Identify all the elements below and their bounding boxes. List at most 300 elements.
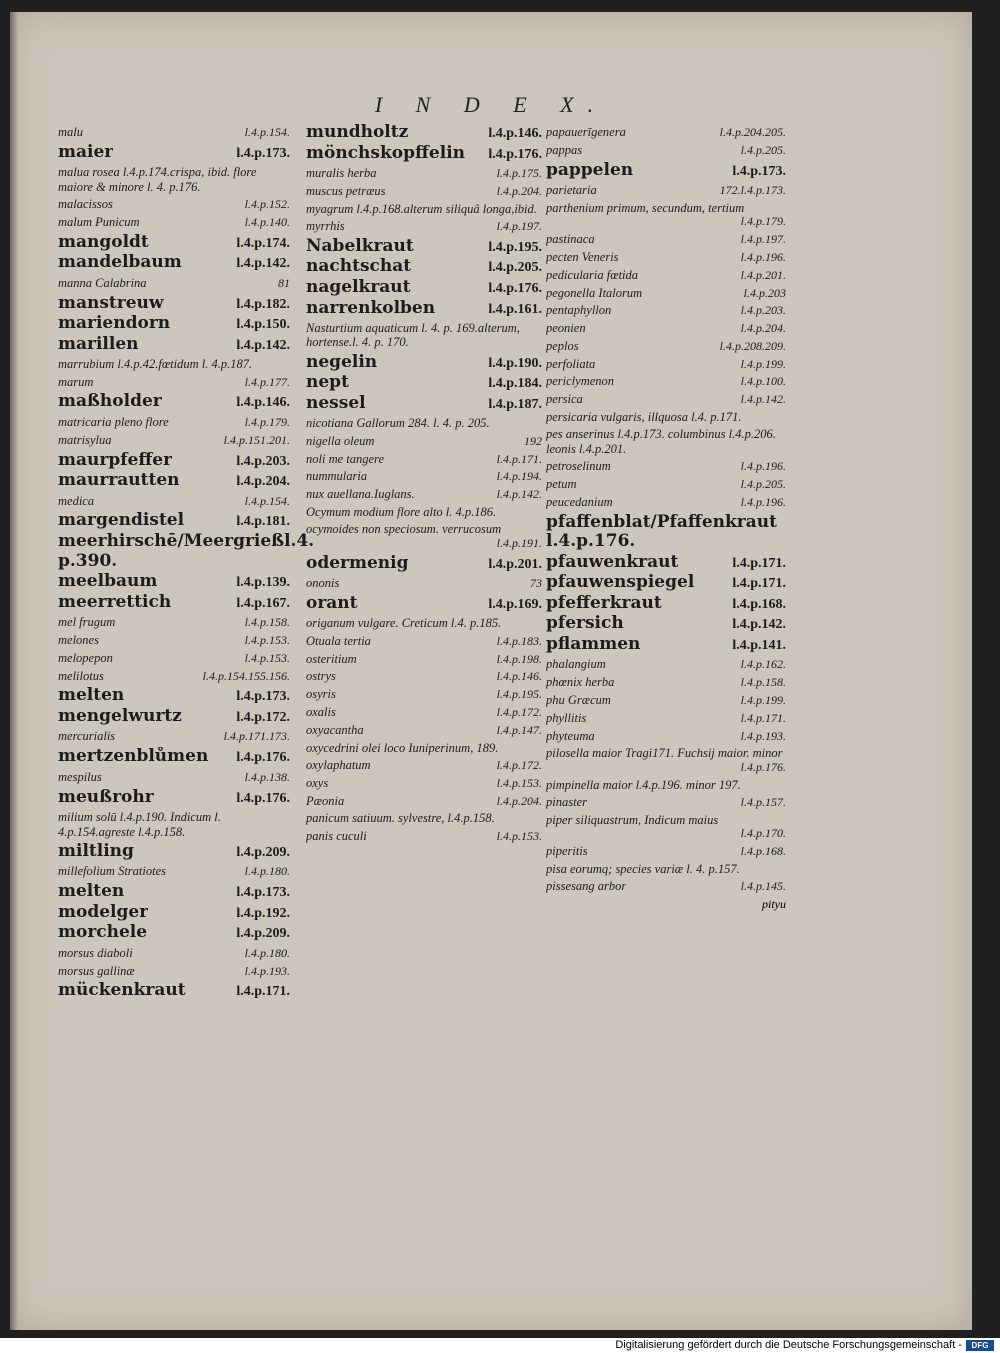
index-entry bbox=[546, 321, 786, 336]
index-term: mertzenblůmen bbox=[58, 747, 209, 767]
index-entry bbox=[58, 253, 290, 273]
index-term: medica bbox=[58, 493, 95, 508]
index-entry bbox=[546, 201, 786, 229]
index-page-ref: l.4.p.141. bbox=[732, 637, 786, 653]
index-term: mariendorn bbox=[58, 314, 171, 334]
index-entry bbox=[58, 165, 290, 194]
index-page-ref: l.4.p.197. bbox=[740, 232, 786, 247]
index-page-ref: l.4.p.162. bbox=[740, 657, 786, 672]
index-page-ref: l.4.p.205. bbox=[740, 142, 786, 157]
index-entry bbox=[546, 693, 786, 708]
index-term: nagelkraut bbox=[306, 277, 411, 297]
index-page-ref: l.4.p.203. bbox=[740, 303, 786, 318]
index-term: meelbaum bbox=[58, 572, 158, 592]
index-entry bbox=[546, 286, 786, 301]
index-entry bbox=[546, 844, 786, 859]
index-term: phu Græcum bbox=[546, 693, 611, 708]
index-term: panis cuculi bbox=[306, 828, 367, 843]
index-entry bbox=[306, 705, 542, 720]
page-header-title: I N D E X. bbox=[374, 92, 608, 117]
index-entry bbox=[306, 394, 542, 414]
index-entry bbox=[306, 794, 542, 809]
index-term: melilotus bbox=[58, 668, 104, 683]
index-term: meerrettich bbox=[58, 592, 172, 612]
index-page-ref: l.4.p.168. bbox=[740, 843, 786, 858]
index-entry bbox=[58, 981, 290, 1001]
index-page-ref: l.4.p.194. bbox=[496, 469, 542, 484]
index-page-ref: l.4.p.196. bbox=[740, 459, 786, 474]
index-page-ref: l.4.p.203 bbox=[743, 285, 786, 300]
index-term: maßholder bbox=[58, 392, 162, 412]
index-page-ref: l.4.p.180. bbox=[244, 864, 290, 879]
index-page-ref: l.4.p.169. bbox=[488, 596, 542, 612]
index-term: papauerīgenera bbox=[546, 125, 626, 139]
index-page-ref: l.4.p.150. bbox=[236, 317, 290, 333]
index-entry bbox=[306, 278, 542, 298]
index-page-ref: l.4.p.179. bbox=[244, 414, 290, 429]
index-term: pimpinella maior l.4.p.196. minor 197. bbox=[546, 777, 741, 792]
scanned-page bbox=[10, 12, 972, 1330]
index-term: pflammen bbox=[546, 634, 641, 654]
index-entry bbox=[58, 729, 290, 744]
index-term: petroselinum bbox=[546, 459, 611, 474]
index-page-ref: l.4.p.173. bbox=[236, 885, 290, 901]
index-entry bbox=[58, 335, 290, 355]
index-term: pfersich bbox=[546, 614, 624, 634]
page-binding-edge bbox=[10, 12, 18, 1330]
index-page-ref: l.4.p.183. bbox=[496, 633, 542, 648]
index-page-ref: l.4.p.172. bbox=[496, 757, 542, 772]
index-entry bbox=[546, 553, 786, 573]
index-term: nummularia bbox=[306, 469, 368, 484]
index-term: oxys bbox=[306, 775, 329, 790]
index-entry bbox=[58, 593, 290, 613]
index-page-ref: l.4.p.195. bbox=[496, 687, 542, 702]
index-page-ref: l.4.p.203. bbox=[236, 453, 290, 469]
index-entry bbox=[306, 758, 542, 773]
index-term: ocymoides non speciosum. verrucosum bbox=[306, 522, 502, 537]
index-entry bbox=[58, 864, 290, 879]
index-page-ref: l.4.p.187. bbox=[488, 396, 542, 412]
index-term: orant bbox=[306, 593, 358, 613]
index-term: mengelwurtz bbox=[58, 706, 182, 726]
index-entry bbox=[546, 746, 786, 774]
index-term: pinaster bbox=[546, 794, 587, 809]
index-entry bbox=[546, 303, 786, 318]
index-term: persicaria vulgaris, illquosa l.4. p.171. bbox=[546, 410, 742, 425]
index-entry bbox=[546, 183, 786, 198]
index-page-ref: 192 bbox=[524, 433, 542, 448]
index-page-ref: l.4.p.153. bbox=[244, 632, 290, 647]
index-entry bbox=[58, 964, 290, 979]
index-entry bbox=[546, 250, 786, 265]
index-term: matrisylua bbox=[58, 432, 112, 447]
index-entry bbox=[58, 633, 290, 648]
index-page-ref: l.4.p.184. bbox=[488, 376, 542, 392]
index-entry bbox=[306, 469, 542, 484]
index-term: ostrys bbox=[306, 669, 336, 684]
index-page-ref: l.4.p.205. bbox=[740, 477, 786, 491]
index-term: oxyacantha bbox=[306, 722, 364, 737]
index-page-ref: l.4.p.204. bbox=[740, 321, 786, 336]
index-entry bbox=[58, 572, 290, 592]
index-page-ref: l.4.p.142. bbox=[740, 392, 786, 407]
footer-bar bbox=[0, 1338, 1000, 1353]
index-page-ref: l.4.p.158. bbox=[244, 615, 290, 630]
index-entry bbox=[546, 729, 786, 744]
index-page-ref: l.4.p.192. bbox=[236, 905, 290, 921]
index-entry bbox=[546, 143, 786, 158]
index-term: parietaria bbox=[546, 183, 597, 198]
index-page-ref: l.4.p.199. bbox=[740, 693, 786, 708]
index-term: phœnix herba bbox=[546, 675, 615, 690]
index-entry bbox=[546, 813, 786, 841]
index-page-ref: l.4.p.100. bbox=[740, 374, 786, 389]
index-term: melopepon bbox=[58, 650, 113, 665]
index-term: mückenkraut bbox=[58, 981, 186, 1001]
index-entry bbox=[546, 879, 786, 894]
index-entry bbox=[58, 770, 290, 785]
index-entry bbox=[306, 144, 542, 164]
index-page-ref: l.4.p.139. bbox=[236, 575, 290, 591]
index-entry bbox=[58, 276, 290, 291]
index-term: pfauwenspiegel bbox=[546, 573, 695, 593]
index-page-ref: l.4.p.176. bbox=[740, 759, 786, 774]
index-term: peonien bbox=[546, 321, 586, 336]
index-entry bbox=[546, 594, 786, 614]
index-term: peucedanium bbox=[546, 494, 613, 509]
index-term: marillen bbox=[58, 334, 139, 354]
index-term: mangoldt bbox=[58, 232, 149, 252]
index-entry bbox=[546, 374, 786, 389]
index-term: mönchskopffelin bbox=[306, 143, 466, 163]
index-page-ref: l.4.p.204. bbox=[236, 474, 290, 490]
index-term: marum bbox=[58, 374, 94, 389]
index-term: pegonella Italorum bbox=[546, 285, 643, 300]
index-term: origanum vulgare. Creticum l.4. p.185. bbox=[306, 616, 502, 631]
index-entry bbox=[58, 392, 290, 412]
index-entry bbox=[546, 513, 786, 552]
index-term: pastinaca bbox=[546, 232, 595, 247]
index-page-ref: l.4.p.154. bbox=[244, 493, 290, 508]
index-entry bbox=[306, 652, 542, 667]
index-page-ref: l.4.p.173. bbox=[732, 163, 786, 179]
index-entry bbox=[306, 434, 542, 449]
index-term: nicotiana Gallorum 284. l. 4. p. 205. bbox=[306, 416, 490, 431]
index-term: pfauwenkraut bbox=[546, 552, 679, 572]
index-term: osyris bbox=[306, 687, 336, 702]
index-entry bbox=[306, 321, 542, 350]
index-entry bbox=[58, 294, 290, 314]
index-term: oxylaphatum bbox=[306, 757, 371, 772]
index-term: oxycedrini olei loco Iuniperinum, 189. bbox=[306, 740, 499, 755]
index-entry bbox=[58, 903, 290, 923]
index-term: melones bbox=[58, 632, 99, 647]
index-entry bbox=[546, 392, 786, 407]
index-page-ref: l.4.p.157. bbox=[740, 794, 786, 809]
index-term: Pæonia bbox=[306, 793, 345, 808]
index-term: Otuala tertia bbox=[306, 633, 371, 648]
index-page-ref: l.4.p.142. bbox=[236, 256, 290, 272]
index-page-ref: l.4.p.175. bbox=[496, 166, 542, 181]
index-term: manna Calabrina bbox=[58, 275, 147, 290]
index-page-ref: l.4.p.172. bbox=[496, 705, 542, 719]
index-term: pappelen bbox=[546, 160, 634, 180]
index-term: malacissos bbox=[58, 197, 113, 212]
index-entry bbox=[58, 842, 290, 862]
index-term: morchele bbox=[58, 923, 148, 943]
index-page-ref: l.4.p.201. bbox=[488, 556, 542, 572]
index-page-ref: l.4.p.208.209. bbox=[719, 338, 786, 353]
index-term: nept bbox=[306, 373, 349, 393]
index-term: phalangium bbox=[546, 657, 606, 672]
index-term: piperitis bbox=[546, 843, 588, 858]
index-entry bbox=[58, 451, 290, 471]
index-term: pentaphyllon bbox=[546, 303, 612, 318]
index-entry bbox=[546, 711, 786, 726]
index-page-ref: l.4.p.195. bbox=[488, 239, 542, 255]
index-entry bbox=[58, 923, 290, 943]
index-page-ref: l.4.p.197. bbox=[496, 219, 542, 234]
index-page-ref: l.4.p.198. bbox=[496, 651, 542, 666]
index-entry bbox=[546, 410, 786, 424]
index-page-ref: l.4.p.190. bbox=[488, 355, 542, 371]
index-page-ref: l.4.p.191. bbox=[496, 535, 542, 550]
index-term: ononis bbox=[306, 576, 340, 591]
index-column-3 bbox=[546, 122, 786, 912]
index-term: meerhirschē/Meergrießl.4. p.390. bbox=[58, 530, 315, 571]
index-entry bbox=[306, 505, 542, 519]
index-entry bbox=[546, 161, 786, 181]
index-entry bbox=[306, 741, 542, 755]
index-term: myrrhis bbox=[306, 219, 345, 234]
index-term: margendistel bbox=[58, 511, 185, 531]
index-page-ref: l.4.p.201. bbox=[740, 267, 786, 282]
index-term: Ocymum modium flore alto l. 4.p.186. bbox=[306, 505, 497, 519]
index-page-ref: l.4.p.179. bbox=[740, 214, 786, 229]
index-term: pedicularia fœtida bbox=[546, 267, 639, 282]
index-page-ref: l.4.p.174. bbox=[236, 235, 290, 251]
index-term: malu bbox=[58, 125, 83, 139]
index-entry bbox=[306, 353, 542, 373]
index-page-ref: l.4.p.167. bbox=[236, 595, 290, 611]
index-page-ref: l.4.p.142. bbox=[732, 617, 786, 633]
index-entry bbox=[58, 707, 290, 727]
index-term: miltling bbox=[58, 841, 134, 861]
index-entry bbox=[306, 687, 542, 702]
index-entry bbox=[306, 829, 542, 844]
index-entry bbox=[58, 530, 315, 571]
index-term: meußrohr bbox=[58, 787, 154, 807]
index-page-ref: l.4.p.196. bbox=[740, 494, 786, 509]
index-entry bbox=[546, 657, 786, 672]
index-entry bbox=[306, 237, 542, 257]
index-page-ref: l.4.p.146. bbox=[236, 395, 290, 411]
index-term: mel frugum bbox=[58, 615, 116, 630]
index-page-ref: l.4.p.209. bbox=[236, 926, 290, 942]
index-entry bbox=[58, 494, 290, 509]
index-page-ref: l.4.p.171.173. bbox=[223, 729, 290, 744]
index-page-ref: l.4.p.177. bbox=[244, 374, 290, 389]
index-page-ref: l.4.p.172. bbox=[236, 709, 290, 725]
index-term: muscus petræus bbox=[306, 183, 386, 198]
index-page-ref: l.4.p.142. bbox=[496, 487, 542, 502]
index-entry bbox=[546, 862, 786, 876]
index-entry bbox=[58, 686, 290, 706]
index-term: odermenig bbox=[306, 553, 409, 573]
catchword: pityu bbox=[762, 896, 786, 911]
index-entry bbox=[306, 202, 542, 216]
index-page-ref: l.4.p.176. bbox=[488, 280, 542, 296]
index-entry bbox=[546, 495, 786, 510]
index-page-ref: l.4.p.204.205. bbox=[719, 125, 786, 139]
index-term: morsus gallinæ bbox=[58, 963, 135, 978]
index-term: phyllitis bbox=[546, 710, 587, 725]
index-term: pissesang arbor bbox=[546, 879, 627, 894]
index-entry bbox=[546, 778, 786, 792]
index-term: perfoliata bbox=[546, 356, 596, 371]
index-page-ref: l.4.p.171. bbox=[496, 451, 542, 466]
index-term: maurpfeffer bbox=[58, 450, 173, 470]
index-entry bbox=[58, 669, 290, 684]
index-term: nux auellana.Iuglans. bbox=[306, 487, 415, 502]
index-term: periclymenon bbox=[546, 374, 615, 389]
index-page-ref: l.4.p.146. bbox=[496, 669, 542, 684]
index-term: muralis herba bbox=[306, 166, 377, 181]
index-term: matricaria pleno flore bbox=[58, 414, 169, 429]
index-entry bbox=[306, 723, 542, 738]
index-page-ref: l.4.p.196. bbox=[740, 249, 786, 264]
index-entry bbox=[306, 487, 542, 502]
index-entry bbox=[58, 357, 290, 371]
index-entry bbox=[58, 233, 290, 253]
index-term: mercurialis bbox=[58, 729, 116, 744]
index-entry bbox=[306, 299, 542, 319]
index-page-ref: l.4.p.158. bbox=[740, 675, 786, 690]
index-term: panicum satiuum. sylvestre, l.4.p.158. bbox=[306, 811, 495, 826]
index-entry bbox=[546, 614, 786, 634]
index-term: pecten Veneris bbox=[546, 249, 619, 264]
index-page-ref: l.4.p.146. bbox=[488, 126, 542, 141]
index-entry bbox=[58, 143, 290, 163]
index-page-ref: l.4.p.171. bbox=[740, 710, 786, 725]
index-page-ref: l.4.p.193. bbox=[244, 963, 290, 978]
index-term: millefolium Stratiotes bbox=[58, 864, 166, 879]
index-page-ref: l.4.p.204. bbox=[496, 793, 542, 808]
index-term: pfefferkraut bbox=[546, 593, 662, 613]
index-page-ref: l.4.p.182. bbox=[236, 296, 290, 312]
index-page-ref: l.4.p.140. bbox=[244, 214, 290, 229]
index-entry bbox=[58, 882, 290, 902]
index-entry bbox=[306, 452, 542, 467]
index-entry bbox=[306, 576, 542, 591]
index-page-ref: l.4.p.205. bbox=[488, 260, 542, 276]
index-page-ref: l.4.p.161. bbox=[488, 301, 542, 317]
index-entry bbox=[58, 788, 290, 808]
index-term: persica bbox=[546, 392, 583, 407]
index-entry bbox=[546, 459, 786, 474]
index-entry bbox=[306, 594, 542, 614]
index-entry bbox=[306, 669, 542, 684]
index-term: oxalis bbox=[306, 705, 336, 719]
index-entry bbox=[306, 554, 542, 574]
index-entry bbox=[306, 373, 542, 393]
index-entry bbox=[58, 125, 290, 140]
index-term: marrubium l.4.p.42.fœtidum l. 4.p.187. bbox=[58, 357, 253, 372]
index-term: pes anserinus l.4.p.173. columbinus l.4.p.206. leonis l.4.p.201. bbox=[546, 427, 776, 456]
index-entry bbox=[306, 166, 542, 181]
index-term: mandelbaum bbox=[58, 253, 182, 273]
index-page-ref: l.4.p.176. bbox=[236, 790, 290, 806]
index-entry bbox=[306, 184, 542, 199]
index-term: melten bbox=[58, 882, 125, 902]
index-term: Nabelkraut bbox=[306, 236, 414, 256]
index-page-ref: l.4.p.180. bbox=[244, 945, 290, 960]
index-page-ref: l.4.p.147. bbox=[496, 722, 542, 737]
index-page-ref: l.4.p.153. bbox=[496, 775, 542, 790]
index-entry bbox=[546, 232, 786, 247]
index-entry bbox=[58, 747, 290, 767]
index-page-ref: l.4.p.181. bbox=[236, 514, 290, 530]
index-term: phyteuma bbox=[546, 728, 595, 743]
index-term: piper siliquastrum, Indicum maius bbox=[546, 812, 719, 827]
index-entry bbox=[546, 268, 786, 283]
index-term: noli me tangere bbox=[306, 451, 384, 466]
index-entry bbox=[546, 573, 786, 593]
index-entry bbox=[58, 511, 290, 531]
index-entry bbox=[546, 339, 786, 354]
index-entry bbox=[58, 615, 290, 630]
index-term: manstreuw bbox=[58, 293, 164, 313]
index-page-ref: l.4.p.176. bbox=[488, 146, 542, 162]
index-page-ref: l.4.p.199. bbox=[740, 356, 786, 371]
index-term: parthenium primum, secundum, tertium bbox=[546, 200, 745, 215]
index-entry bbox=[306, 776, 542, 791]
index-entry bbox=[58, 215, 290, 230]
index-column-1 bbox=[58, 122, 315, 1002]
index-entry bbox=[58, 415, 290, 430]
index-page-ref: l.4.p.173. bbox=[236, 145, 290, 161]
index-page-ref: l.4.p.193. bbox=[740, 728, 786, 743]
index-term: morsus diaboli bbox=[58, 945, 133, 960]
index-page-ref: 81 bbox=[278, 275, 290, 290]
index-page-ref: l.4.p.204. bbox=[496, 183, 542, 198]
index-page-ref: l.4.p.171. bbox=[236, 984, 290, 1000]
index-entry bbox=[306, 257, 542, 277]
index-page-ref: l.4.p.176. bbox=[236, 750, 290, 766]
index-term: osteritium bbox=[306, 651, 357, 666]
index-page-ref: l.4.p.152. bbox=[244, 197, 290, 212]
index-term: melten bbox=[58, 686, 125, 706]
index-term: negelin bbox=[306, 352, 378, 372]
index-page-ref: 73 bbox=[530, 576, 542, 591]
index-entry bbox=[546, 427, 786, 456]
index-entry bbox=[306, 634, 542, 649]
index-term: myagrum l.4.p.168.alterum siliquâ longa,ibid. bbox=[306, 201, 537, 216]
index-entry bbox=[58, 375, 290, 390]
index-column-2 bbox=[306, 122, 542, 847]
index-entry bbox=[306, 616, 542, 630]
index-entry bbox=[306, 416, 542, 430]
index-page-ref: l.4.p.154.155.156. bbox=[202, 668, 290, 683]
index-page-ref: l.4.p.153. bbox=[496, 828, 542, 843]
footer-credit-text: Digitalisierung gefördert durch die Deutsche Forschungsgemeinschaft - bbox=[615, 1339, 962, 1351]
index-page-ref: l.4.p.153. bbox=[244, 650, 290, 665]
index-page-ref: 172.l.4.p.173. bbox=[719, 183, 786, 198]
index-page-ref: l.4.p.170. bbox=[740, 826, 786, 841]
index-page-ref: l.4.p.142. bbox=[236, 337, 290, 353]
index-entry bbox=[306, 123, 542, 143]
